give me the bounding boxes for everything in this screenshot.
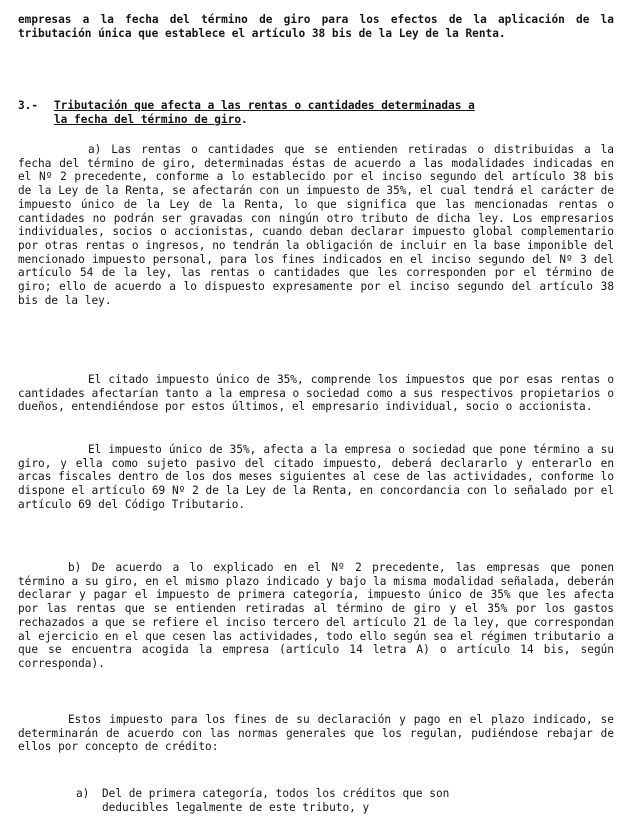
- list-item-a: [76, 787, 614, 814]
- paragraph-5-text: Estos impuesto para los fines de su declaración y pago en el plazo indicado, se determinarán de acuerdo con las normas generales que los regulan, pudiéndose rebajar de ellos por concepto de crédito:: [18, 713, 614, 754]
- paragraph-3-text: El impuesto único de 35%, afecta a la empresa o sociedad que pone término a su giro, y ella como sujeto pasivo del citado impuesto, deberá declararlo y enterarlo en arcas fiscales dentro de los dos meses siguientes al cese de las actividades, conforme lo dispone el artículo 69 Nº 2 de la Ley de la Renta, en concordancia con lo señalado por el artículo 69 del Código Tributario.: [18, 443, 614, 511]
- section-number: 3.-: [18, 99, 39, 112]
- top-paragraph: empresas a la fecha del término de giro para los efectos de la aplicación de la tributación única que establece el artículo 38 bis de la Ley de la Renta.: [18, 13, 614, 40]
- section-title-line1: Tributación que afecta a las rentas o cantidades determinadas a: [54, 99, 475, 112]
- section-heading: [18, 99, 614, 126]
- list-item-line1: Del de primera categoría, todos los créditos que son: [102, 787, 450, 800]
- paragraph-a: [18, 143, 614, 307]
- list-item-label: a): [76, 787, 90, 800]
- paragraph-2-text: El citado impuesto único de 35%, comprende los impuestos que por esas rentas o cantidades afectarían tanto a la empresa o sociedad como a sus respectivos propietarios o dueños, entendiéndose por estos últimos, el empresario individual, socio o accionista.: [18, 373, 614, 414]
- paragraph-5: [18, 713, 614, 754]
- paragraph-3: [18, 443, 614, 512]
- paragraph-b-text: b) De acuerdo a lo explicado en el Nº 2 precedente, las empresas que ponen término a su giro, en el mismo plazo indicado y bajo la misma modalidad señalada, deberán declarar y pagar el impuesto de primera categoría, impuesto único de 35% que les afecta por las rentas que se entienden retiradas al término de giro y el 35% por los gastos rechazados a que se refiere el inciso tercero del artículo 21 de la ley, que correspondan al ejercicio en el que cesen las actividades, todo ello según sea el régimen tributario a que se encuentra acogida la empresa (artículo 14 letra A) o artículo 14 bis, según corresponda).: [18, 561, 614, 670]
- section-title-line2: la fecha del término de giro: [54, 112, 242, 126]
- paragraph-b: [18, 561, 614, 671]
- paragraph-2: [18, 373, 614, 414]
- section-title-end: .: [241, 112, 248, 126]
- list-item-line2: deducibles legalmente de este tributo, y: [102, 800, 370, 814]
- paragraph-a-text: a) Las rentas o cantidades que se entienden retiradas o distribuidas a la fecha del término de giro, determinadas éstas de acuerdo a las modalidades indicadas en el Nº 2 precedente, conforme a lo establecido por el inciso segundo del artículo 38 bis de la Ley de la Renta, se afectarán con un impuesto de 35%, el cual tendrá el carácter de impuesto único de la Ley de la Renta, lo que significa que las mencionadas rentas o cantidades no podrán ser gravadas con ningún otro tributo de dicha ley. Los empresarios individuales, socios o accionistas, cuando deban declarar impuesto global complementario por otras rentas o ingresos, no tendrán la obligación de incluir en la base imponible del mencionado impuesto personal, para los fines indicados en el inciso segundo del Nº 3 del artículo 54 de la ley, las rentas o cantidades que les corresponden por el término de giro; ello de acuerdo a lo dispuesto expresamente por el inciso segundo del artículo 38 bis de la ley.: [18, 143, 614, 307]
